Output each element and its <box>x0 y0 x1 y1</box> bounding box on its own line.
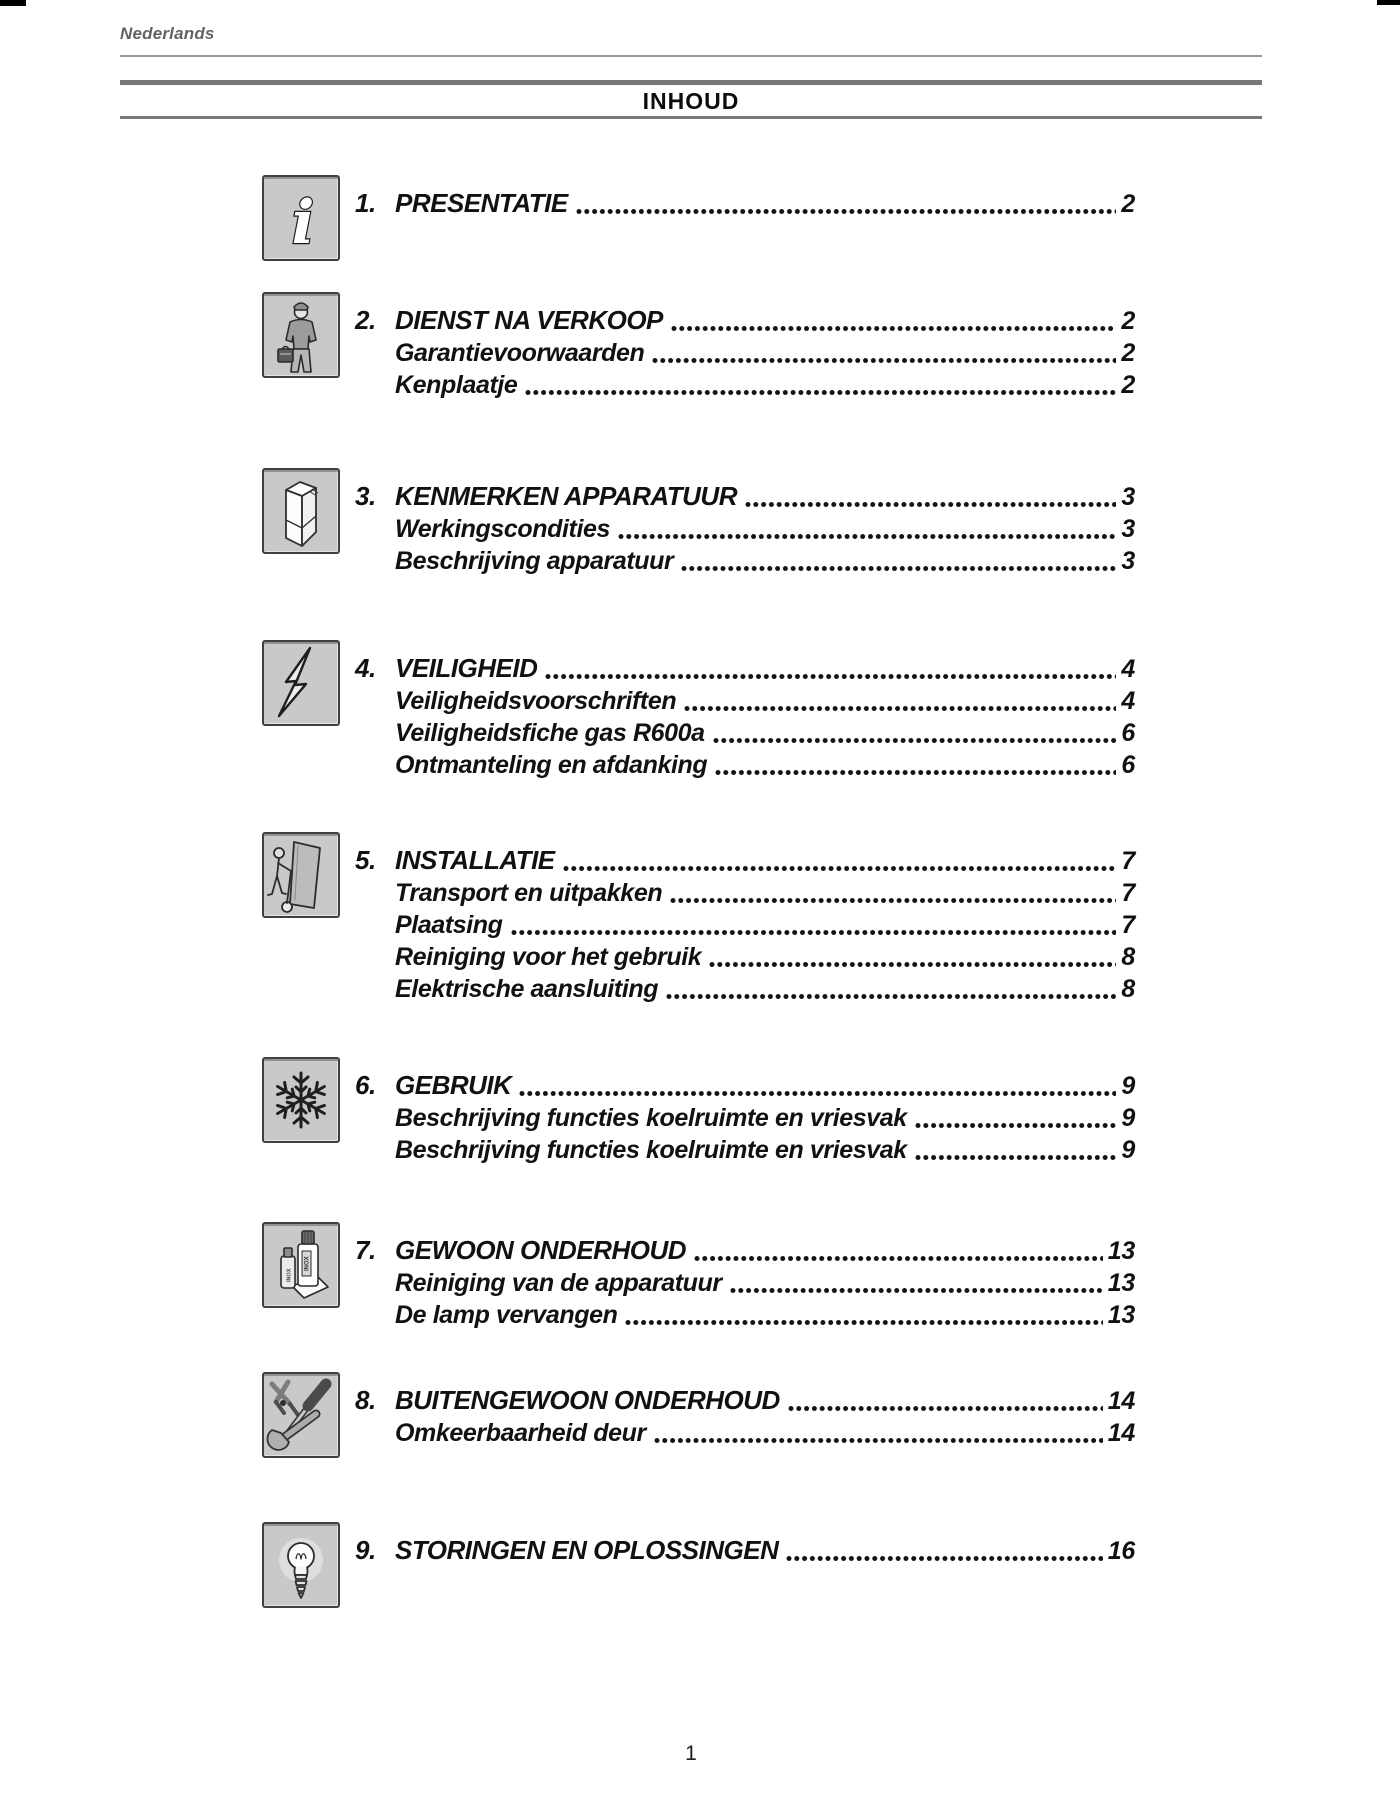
toc-entry-number: 4. <box>355 653 376 683</box>
dot-leader <box>788 1405 1103 1412</box>
toc-subentry-title: Transport en uitpakken <box>395 879 663 907</box>
dot-leader <box>666 993 1116 1000</box>
toc-subentry <box>355 545 1135 577</box>
toc-subentry <box>355 1102 1135 1134</box>
toc-section <box>262 304 1135 401</box>
toc-entry <box>355 1069 1135 1102</box>
toc-entry-page: 16 <box>1107 1537 1135 1565</box>
toc-subentry <box>355 369 1135 401</box>
toc-entry-title: GEBRUIK <box>395 1070 512 1100</box>
dot-leader <box>670 897 1116 904</box>
toc-subentry-title: Veiligheidsfiche gas R600a <box>395 719 705 747</box>
refrigerator-icon <box>262 468 340 554</box>
toc-subentry <box>355 973 1135 1005</box>
toc-subentry <box>355 877 1135 909</box>
toc-entry-number: 2. <box>355 305 376 335</box>
toc-subentry-title: Veiligheidsvoorschriften <box>395 687 677 715</box>
scan-mark-top-left <box>0 0 26 6</box>
toc-section <box>262 652 1135 781</box>
toc-entry <box>355 1234 1135 1267</box>
toc-subentry <box>355 941 1135 973</box>
toc-subentry-title: Plaatsing <box>395 911 503 939</box>
toc-subentry-title: Beschrijving functies koelruimte en vriesvak <box>395 1104 907 1132</box>
toc-subentry <box>355 337 1135 369</box>
toc-subentry-page: 3 <box>1121 547 1135 575</box>
toc-entry <box>355 652 1135 685</box>
toc-section <box>262 1384 1135 1449</box>
dot-leader <box>684 705 1116 712</box>
page-title: INHOUD <box>642 88 740 114</box>
toc-section <box>262 844 1135 1005</box>
toc-entry-number: 3. <box>355 481 376 511</box>
tools-icon <box>262 1372 340 1458</box>
dot-leader <box>709 961 1116 968</box>
toc-entry-page: 3 <box>1121 483 1135 511</box>
toc-subentry-page: 7 <box>1121 879 1135 907</box>
toc-entry <box>355 304 1135 337</box>
toc-subentry <box>355 1417 1135 1449</box>
toc-subentry-title: Kenplaatje <box>395 371 518 399</box>
toc-subentry-page: 13 <box>1107 1301 1135 1329</box>
toc-subentry-page: 8 <box>1121 975 1135 1003</box>
toc-subentry-page: 4 <box>1121 687 1135 715</box>
toc-entry-number: 7. <box>355 1235 376 1265</box>
dot-leader <box>694 1255 1103 1262</box>
toc-entry-page: 2 <box>1121 307 1135 335</box>
toc-section <box>262 1234 1135 1331</box>
toc-entry-title: STORINGEN EN OPLOSSINGEN <box>395 1535 779 1565</box>
toc-subentry-title: Reiniging van de apparatuur <box>395 1269 722 1297</box>
title-divider-top <box>120 80 1262 85</box>
toc-subentry-title: Ontmanteling en afdanking <box>395 751 708 779</box>
toc-entry-title: BUITENGEWOON ONDERHOUD <box>395 1385 780 1415</box>
toc-subentry-title: Garantievoorwaarden <box>395 339 645 367</box>
service-technician-icon <box>262 292 340 378</box>
dot-leader <box>730 1287 1103 1294</box>
toc-entry <box>355 1534 1135 1567</box>
dot-leader <box>576 208 1117 215</box>
toc-entry-title: KENMERKEN APPARATUUR <box>395 481 737 511</box>
toc-section <box>262 480 1135 577</box>
installation-icon <box>262 832 340 918</box>
toc-subentry <box>355 1134 1135 1166</box>
toc-entry-page: 2 <box>1121 190 1135 218</box>
svg-text:INOX: INOX <box>286 1268 293 1282</box>
toc-section <box>262 1069 1135 1166</box>
dot-leader <box>545 673 1116 680</box>
toc-entry <box>355 844 1135 877</box>
cleaning-products-icon <box>262 1222 340 1308</box>
toc-entry-title: DIENST NA VERKOOP <box>395 305 663 335</box>
dot-leader <box>525 389 1116 396</box>
toc-subentry-page: 2 <box>1121 371 1135 399</box>
dot-leader <box>681 565 1116 572</box>
dot-leader <box>715 769 1116 776</box>
dot-leader <box>511 929 1117 936</box>
toc-subentry-page: 9 <box>1121 1104 1135 1132</box>
toc-entry <box>355 480 1135 513</box>
toc-subentry-page: 8 <box>1121 943 1135 971</box>
toc-subentry-title: Beschrijving apparatuur <box>395 547 674 575</box>
scan-mark-top-right <box>1377 0 1400 5</box>
dot-leader <box>652 357 1116 364</box>
toc-subentry-title: Elektrische aansluiting <box>395 975 659 1003</box>
dot-leader <box>671 325 1116 332</box>
dot-leader <box>625 1319 1102 1326</box>
toc-entry-page: 7 <box>1121 847 1135 875</box>
toc-subentry-title: Reiniging voor het gebruik <box>395 943 702 971</box>
toc-entry-number: 5. <box>355 845 376 875</box>
info-icon <box>262 175 340 261</box>
svg-text:INOX: INOX <box>304 1256 311 1271</box>
toc-entry-number: 8. <box>355 1385 376 1415</box>
toc-section <box>262 1534 1135 1567</box>
toc-entry-title: GEWOON ONDERHOUD <box>395 1235 686 1265</box>
dot-leader <box>654 1437 1103 1444</box>
light-bulb-icon <box>262 1522 340 1608</box>
toc-subentry-title: Beschrijving functies koelruimte en vriesvak <box>395 1136 907 1164</box>
toc-subentry-page: 9 <box>1121 1136 1135 1164</box>
dot-leader <box>618 533 1116 540</box>
toc-entry <box>355 1384 1135 1417</box>
toc-entry-page: 14 <box>1107 1387 1135 1415</box>
toc-subentry <box>355 749 1135 781</box>
toc-subentry-title: De lamp vervangen <box>395 1301 618 1329</box>
snowflake-icon <box>262 1057 340 1143</box>
dot-leader <box>563 865 1117 872</box>
footer-page-number: 1 <box>685 1742 697 1765</box>
dot-leader <box>915 1154 1117 1161</box>
dot-leader <box>519 1090 1116 1097</box>
header-divider-thin <box>120 55 1262 57</box>
toc-subentry-page: 7 <box>1121 911 1135 939</box>
dot-leader <box>786 1555 1102 1562</box>
toc-subentry-page: 3 <box>1121 515 1135 543</box>
svg-text:i: i <box>291 188 315 258</box>
toc-section <box>262 187 1135 258</box>
toc-entry-page: 13 <box>1107 1237 1135 1265</box>
title-divider-bottom <box>120 116 1262 119</box>
toc-entry-title: VEILIGHEID <box>395 653 538 683</box>
toc-subentry <box>355 685 1135 717</box>
toc-subentry-page: 13 <box>1107 1269 1135 1297</box>
toc-entry-page: 9 <box>1121 1072 1135 1100</box>
toc-subentry-title: Omkeerbaarheid deur <box>395 1419 646 1447</box>
toc-subentry-title: Werkingscondities <box>395 515 611 543</box>
toc-subentry <box>355 909 1135 941</box>
toc-entry-page: 4 <box>1121 655 1135 683</box>
toc-subentry <box>355 513 1135 545</box>
toc-entry <box>355 187 1135 220</box>
toc-subentry <box>355 1267 1135 1299</box>
dot-leader <box>745 501 1116 508</box>
toc-entry-number: 6. <box>355 1070 376 1100</box>
toc-subentry-page: 6 <box>1121 719 1135 747</box>
toc-entry-number: 1. <box>355 188 376 218</box>
lightning-icon <box>262 640 340 726</box>
dot-leader <box>713 737 1117 744</box>
language-label: Nederlands <box>120 24 215 43</box>
toc-subentry-page: 2 <box>1121 339 1135 367</box>
toc-subentry-page: 14 <box>1107 1419 1135 1447</box>
dot-leader <box>915 1122 1117 1129</box>
toc-subentry-page: 6 <box>1121 751 1135 779</box>
toc-subentry <box>355 1299 1135 1331</box>
toc-subentry <box>355 717 1135 749</box>
toc-entry-title: PRESENTATIE <box>395 188 568 218</box>
toc-entry-title: INSTALLATIE <box>395 845 555 875</box>
toc-entry-number: 9. <box>355 1535 376 1565</box>
